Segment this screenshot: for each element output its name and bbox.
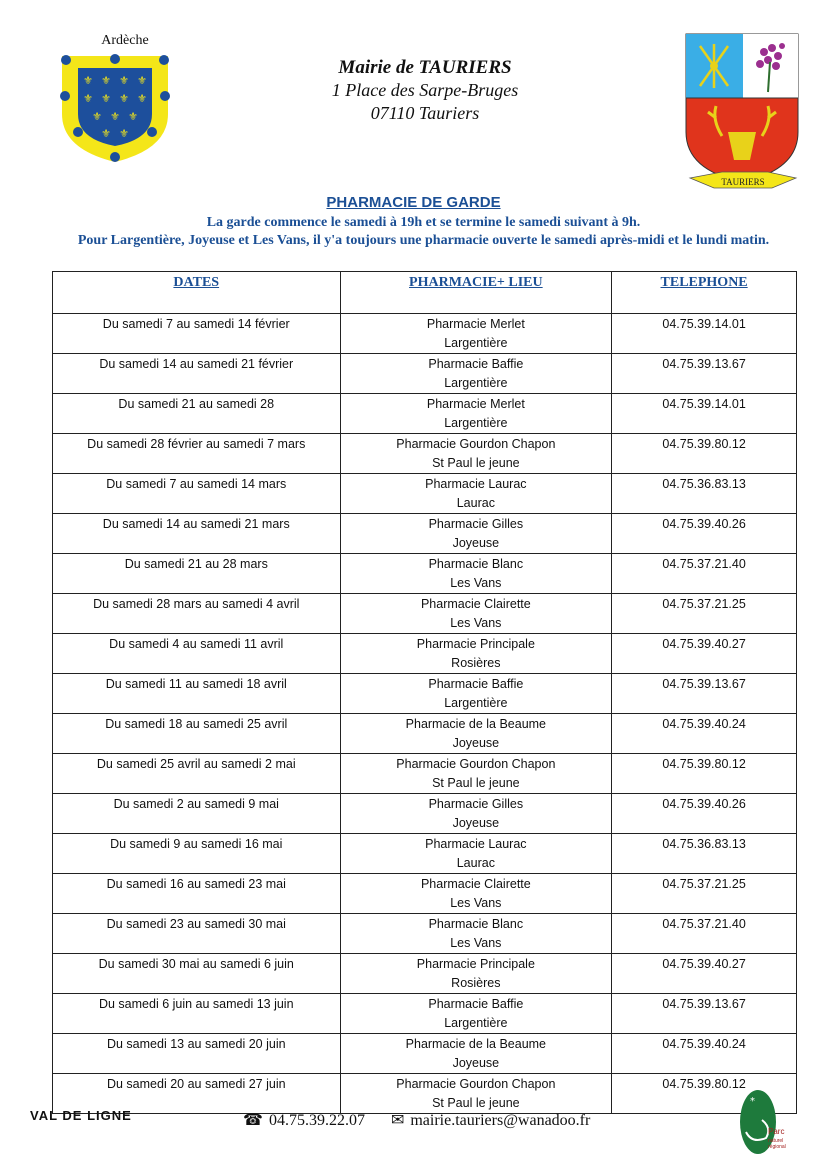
pharmacie-lieu: Laurac bbox=[456, 496, 495, 510]
svg-text:⚜: ⚜ bbox=[101, 127, 111, 140]
pharmacie-name: Pharmacie Gourdon Chapon bbox=[396, 757, 556, 771]
table-row bbox=[53, 874, 797, 914]
pharmacie-cell bbox=[340, 834, 612, 874]
dates-cell: Du samedi 4 au samedi 11 avril bbox=[53, 634, 341, 674]
phone-contact bbox=[243, 1112, 365, 1129]
pharmacie-cell bbox=[340, 914, 612, 954]
pharmacie-name: Pharmacie Baffie bbox=[428, 997, 524, 1011]
pharmacie-name: Pharmacie Principale bbox=[416, 637, 535, 651]
pharmacie-lieu: St Paul le jeune bbox=[432, 776, 520, 790]
email-address[interactable]: mairie.tauriers@wanadoo.fr bbox=[410, 1112, 591, 1129]
dates-cell: Du samedi 2 au samedi 9 mai bbox=[53, 794, 341, 834]
parc-text-2: naturel bbox=[768, 1138, 784, 1144]
pharmacie-cell bbox=[340, 994, 612, 1034]
dates-cell: Du samedi 23 au samedi 30 mai bbox=[53, 914, 341, 954]
telephone-cell: 04.75.39.80.12 bbox=[612, 434, 797, 474]
telephone-cell: 04.75.39.40.27 bbox=[612, 634, 797, 674]
table-row bbox=[53, 1034, 797, 1074]
pharmacie-name: Pharmacie de la Beaume bbox=[405, 717, 547, 731]
telephone-cell: 04.75.39.13.67 bbox=[612, 354, 797, 394]
svg-text:⚜: ⚜ bbox=[92, 110, 102, 123]
table-row bbox=[53, 1074, 797, 1114]
dates-cell: Du samedi 14 au samedi 21 mars bbox=[53, 514, 341, 554]
pharmacie-lieu: St Paul le jeune bbox=[432, 1096, 520, 1110]
svg-text:⚜: ⚜ bbox=[83, 92, 93, 105]
pharmacie-name: Pharmacie Merlet bbox=[426, 317, 525, 331]
pharmacie-name: Pharmacie Baffie bbox=[428, 357, 524, 371]
svg-text:⚜: ⚜ bbox=[128, 110, 138, 123]
table-row bbox=[53, 714, 797, 754]
dates-cell: Du samedi 21 au 28 mars bbox=[53, 554, 341, 594]
svg-text:⚜: ⚜ bbox=[119, 127, 129, 140]
dates-cell: Du samedi 7 au samedi 14 février bbox=[53, 314, 341, 354]
pharmacie-name: Pharmacie Gilles bbox=[428, 517, 524, 531]
dates-cell: Du samedi 28 mars au samedi 4 avril bbox=[53, 594, 341, 634]
pharmacie-name: Pharmacie Laurac bbox=[425, 837, 527, 851]
table-row bbox=[53, 754, 797, 794]
parc-text-3: régional bbox=[768, 1144, 786, 1150]
pharmacie-name: Pharmacie de la Beaume bbox=[405, 1037, 547, 1051]
header-telephone: TELEPHONE bbox=[612, 272, 797, 314]
svg-text:⚜: ⚜ bbox=[101, 74, 111, 87]
pharmacie-cell bbox=[340, 554, 612, 594]
dates-cell: Du samedi 25 avril au samedi 2 mai bbox=[53, 754, 341, 794]
parc-naturel-regional-logo-icon bbox=[738, 1088, 790, 1160]
parc-text-1: Parc bbox=[768, 1127, 785, 1136]
telephone-cell: 04.75.37.21.25 bbox=[612, 874, 797, 914]
pharmacie-cell bbox=[340, 874, 612, 914]
dates-cell: Du samedi 20 au samedi 27 juin bbox=[53, 1074, 341, 1114]
pharmacie-name: Pharmacie Blanc bbox=[428, 557, 524, 571]
pharmacie-lieu: St Paul le jeune bbox=[432, 456, 520, 470]
pharmacie-lieu: Largentière bbox=[444, 416, 508, 430]
pharmacie-cell bbox=[340, 474, 612, 514]
table-row bbox=[53, 474, 797, 514]
pharmacie-lieu: Les Vans bbox=[450, 936, 502, 950]
table-row bbox=[53, 834, 797, 874]
pharmacie-name: Pharmacie Laurac bbox=[425, 477, 527, 491]
dates-cell: Du samedi 11 au samedi 18 avril bbox=[53, 674, 341, 714]
telephone-cell: 04.75.39.40.26 bbox=[612, 514, 797, 554]
pharmacie-lieu: Joyeuse bbox=[452, 736, 500, 750]
svg-text:*: * bbox=[750, 1096, 755, 1107]
table-row bbox=[53, 394, 797, 434]
pharmacie-name: Pharmacie Gourdon Chapon bbox=[396, 1077, 556, 1091]
telephone-cell: 04.75.39.13.67 bbox=[612, 994, 797, 1034]
table-row bbox=[53, 514, 797, 554]
pharmacie-name: Pharmacie Principale bbox=[416, 957, 535, 971]
page-title: PHARMACIE DE GARDE bbox=[326, 194, 501, 211]
table-row bbox=[53, 954, 797, 994]
table-row bbox=[53, 434, 797, 474]
pharmacie-cell bbox=[340, 1034, 612, 1074]
address-line-1: 1 Place des Sarpe-Bruges bbox=[331, 80, 519, 100]
table-row bbox=[53, 794, 797, 834]
email-contact[interactable] bbox=[391, 1112, 590, 1129]
tauriers-coat-of-arms-icon bbox=[682, 32, 802, 192]
pharmacie-name: Pharmacie Gilles bbox=[428, 797, 524, 811]
pharmacie-cell bbox=[340, 954, 612, 994]
pharmacie-cell bbox=[340, 674, 612, 714]
pharmacie-name: Pharmacie Merlet bbox=[426, 397, 525, 411]
mairie-name: Mairie de TAURIERS bbox=[338, 57, 512, 78]
pharmacy-schedule-table bbox=[52, 271, 797, 1114]
table-row bbox=[53, 594, 797, 634]
header-dates: DATES bbox=[53, 272, 341, 314]
dates-cell: Du samedi 30 mai au samedi 6 juin bbox=[53, 954, 341, 994]
footer-contact bbox=[243, 1110, 612, 1130]
svg-text:⚜: ⚜ bbox=[110, 110, 120, 123]
telephone-cell: 04.75.36.83.13 bbox=[612, 474, 797, 514]
pharmacie-lieu: Rosières bbox=[451, 656, 501, 670]
dates-cell: Du samedi 21 au samedi 28 bbox=[53, 394, 341, 434]
pharmacie-cell bbox=[340, 514, 612, 554]
intro-line-1: La garde commence le samedi à 19h et se termine le samedi suivant à 9h. bbox=[206, 215, 641, 230]
pharmacie-cell bbox=[340, 754, 612, 794]
svg-text:⚜: ⚜ bbox=[119, 74, 129, 87]
pharmacie-lieu: Rosières bbox=[451, 976, 501, 990]
pharmacie-cell bbox=[340, 594, 612, 634]
pharmacie-cell bbox=[340, 354, 612, 394]
svg-text:⚜: ⚜ bbox=[137, 92, 147, 105]
table-row bbox=[53, 354, 797, 394]
telephone-cell: 04.75.37.21.40 bbox=[612, 554, 797, 594]
table-row bbox=[53, 914, 797, 954]
telephone-cell: 04.75.39.80.12 bbox=[612, 754, 797, 794]
pharmacie-lieu: Les Vans bbox=[450, 576, 502, 590]
svg-text:⚜: ⚜ bbox=[83, 74, 93, 87]
pharmacie-lieu: Largentière bbox=[444, 376, 508, 390]
dates-cell: Du samedi 7 au samedi 14 mars bbox=[53, 474, 341, 514]
crest-banner-text: TAURIERS bbox=[721, 177, 765, 187]
pharmacie-name: Pharmacie Clairette bbox=[420, 877, 531, 891]
pharmacie-lieu: Les Vans bbox=[450, 616, 502, 630]
intro-line-2: Pour Largentière, Joyeuse et Les Vans, il y'a toujours une pharmacie ouverte le samedi après-midi et le lundi matin. bbox=[77, 233, 770, 248]
phone-number: 04.75.39.22.07 bbox=[268, 1112, 365, 1129]
pharmacie-lieu: Laurac bbox=[456, 856, 495, 870]
telephone-cell: 04.75.37.21.25 bbox=[612, 594, 797, 634]
dates-cell: Du samedi 13 au samedi 20 juin bbox=[53, 1034, 341, 1074]
dates-cell: Du samedi 14 au samedi 21 février bbox=[53, 354, 341, 394]
table-row bbox=[53, 674, 797, 714]
mairie-header bbox=[260, 56, 590, 125]
pharmacie-name: Pharmacie Clairette bbox=[420, 597, 531, 611]
table-row bbox=[53, 554, 797, 594]
telephone-cell: 04.75.39.14.01 bbox=[612, 394, 797, 434]
table-row bbox=[53, 314, 797, 354]
pharmacie-lieu: Largentière bbox=[444, 1016, 508, 1030]
svg-text:⚜: ⚜ bbox=[137, 74, 147, 87]
telephone-cell: 04.75.39.40.27 bbox=[612, 954, 797, 994]
pharmacie-cell bbox=[340, 394, 612, 434]
pharmacie-name: Pharmacie Gourdon Chapon bbox=[396, 437, 556, 451]
address-line-2: 07110 Tauriers bbox=[370, 103, 480, 123]
ardeche-coat-of-arms-icon bbox=[60, 54, 170, 164]
val-de-ligne-logo: VAL DE LIGNE bbox=[30, 1108, 132, 1123]
telephone-cell: 04.75.39.80.12 bbox=[612, 1074, 797, 1114]
pharmacie-lieu: Largentière bbox=[444, 696, 508, 710]
dates-cell: Du samedi 28 février au samedi 7 mars bbox=[53, 434, 341, 474]
pharmacie-cell bbox=[340, 794, 612, 834]
telephone-cell: 04.75.39.40.26 bbox=[612, 794, 797, 834]
dates-cell: Du samedi 6 juin au samedi 13 juin bbox=[53, 994, 341, 1034]
table-row bbox=[53, 994, 797, 1034]
dates-cell: Du samedi 18 au samedi 25 avril bbox=[53, 714, 341, 754]
pharmacie-lieu: Largentière bbox=[444, 336, 508, 350]
pharmacie-cell bbox=[340, 434, 612, 474]
dates-cell: Du samedi 16 au samedi 23 mai bbox=[53, 874, 341, 914]
svg-text:⚜: ⚜ bbox=[101, 92, 111, 105]
phone-icon: ☎ bbox=[243, 1112, 263, 1129]
telephone-cell: 04.75.37.21.40 bbox=[612, 914, 797, 954]
telephone-cell: 04.75.36.83.13 bbox=[612, 834, 797, 874]
telephone-cell: 04.75.39.14.01 bbox=[612, 314, 797, 354]
svg-text:⚜: ⚜ bbox=[119, 92, 129, 105]
pharmacie-cell bbox=[340, 634, 612, 674]
pharmacie-cell bbox=[340, 714, 612, 754]
pharmacie-cell bbox=[340, 1074, 612, 1114]
pharmacie-cell bbox=[340, 314, 612, 354]
telephone-cell: 04.75.39.40.24 bbox=[612, 714, 797, 754]
telephone-cell: 04.75.39.40.24 bbox=[612, 1034, 797, 1074]
dates-cell: Du samedi 9 au samedi 16 mai bbox=[53, 834, 341, 874]
table-header-row bbox=[53, 272, 797, 314]
header-pharmacie-lieu: PHARMACIE+ LIEU bbox=[340, 272, 612, 314]
pharmacie-lieu: Joyeuse bbox=[452, 1056, 500, 1070]
pharmacie-lieu: Joyeuse bbox=[452, 536, 500, 550]
pharmacie-name: Pharmacie Blanc bbox=[428, 917, 524, 931]
intro-text bbox=[40, 214, 807, 250]
pharmacie-lieu: Joyeuse bbox=[452, 816, 500, 830]
pharmacie-name: Pharmacie Baffie bbox=[428, 677, 524, 691]
telephone-cell: 04.75.39.13.67 bbox=[612, 674, 797, 714]
table-row bbox=[53, 634, 797, 674]
envelope-icon: ✉ bbox=[390, 1112, 405, 1129]
ardeche-label: Ardèche bbox=[101, 33, 149, 48]
pharmacie-lieu: Les Vans bbox=[450, 896, 502, 910]
